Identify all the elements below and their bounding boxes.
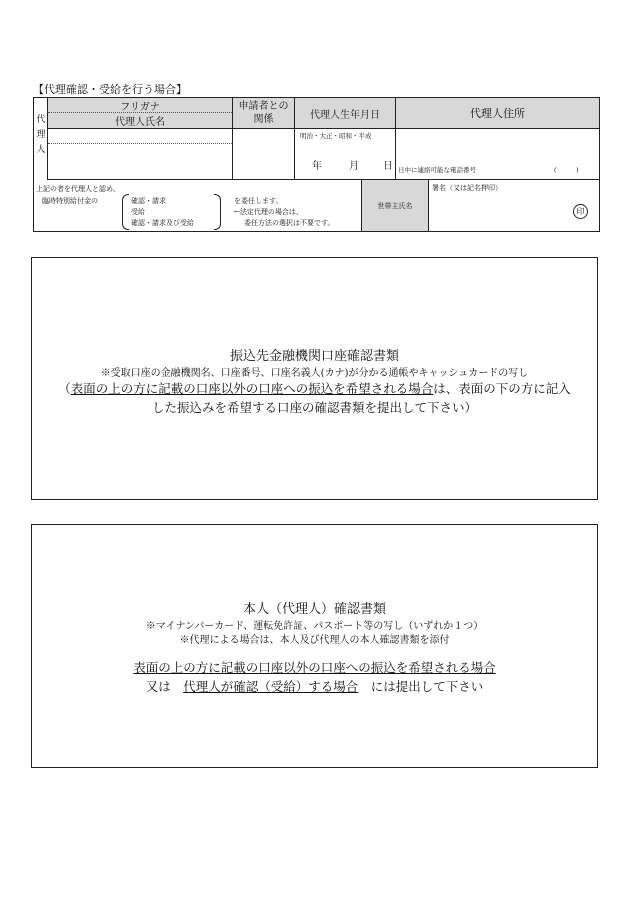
furigana-header <box>48 98 232 113</box>
householder-label: 世帯主氏名 <box>377 201 413 210</box>
bank-docs-line-2 <box>32 379 597 397</box>
bank-docs-title: 振込先金融機関口座確認書類 <box>229 349 399 364</box>
delegate-line-3: 委任方法の選択は不要です。 <box>244 219 335 227</box>
delegate-line-2: ←法定代理の場合は、 <box>234 208 303 216</box>
birth-label: 代理人生年月日 <box>310 109 380 121</box>
options-bracket-left <box>122 194 129 230</box>
identity-docs-title: 本人（代理人）確認書類 <box>242 602 386 617</box>
identity-docs-line-4-underlined: 代理人が確認（受給）する場合 <box>183 679 359 694</box>
relation-label-1: 申請者との <box>238 101 289 112</box>
side-char-2: 理 <box>36 130 46 140</box>
furigana-field[interactable] <box>48 129 232 144</box>
name-label: 代理人氏名 <box>115 117 165 128</box>
delegate-line-1: を委任します。 <box>234 197 283 205</box>
bank-account-docs-box <box>31 257 598 500</box>
identity-docs-line-2: ※代理による場合は、本人及び代理人の本人確認書類を添付 <box>179 635 450 646</box>
consent-line-2: 臨時特別給付金の <box>42 197 98 205</box>
era-options: 明治・大正・昭和・平成 <box>300 132 372 140</box>
proxy-side-label <box>34 113 48 158</box>
option-receive[interactable]: 受給 <box>131 208 145 216</box>
householder-header <box>361 180 428 231</box>
bank-docs-line-1: ※受取口座の金融機関名、口座番号、口座名義人(カナ)が分かる通帳やキャッシュカードの写し <box>100 368 529 379</box>
name-header <box>48 113 232 129</box>
name-field[interactable] <box>48 144 232 180</box>
identity-docs-line-4 <box>32 677 597 695</box>
bank-docs-line-3: した振込みを希望する口座の確認書類を提出して下さい） <box>151 400 477 415</box>
identity-docs-line-4-prefix: 又は <box>145 679 171 694</box>
proxy-side-cell <box>34 98 48 180</box>
furigana-label: フリガナ <box>120 101 160 113</box>
month-label: 月 <box>349 161 359 172</box>
seal-icon: 印 <box>573 204 588 219</box>
identity-docs-line-3-underlined: 表面の上の方に記載の口座以外の口座への振込を希望される場合 <box>133 660 496 675</box>
option-confirm-request-receive[interactable]: 確認・請求及び受給 <box>131 219 194 227</box>
signature-label: 署名（又は記名押印） <box>432 184 502 192</box>
section-title: 【代理確認・受給を行う場合】 <box>33 83 187 96</box>
bank-docs-line-2-rest: は、表面の下の方に記入 <box>433 381 571 396</box>
phone-paren: ( ) <box>554 166 579 174</box>
identity-docs-line-3 <box>32 658 597 676</box>
relation-header <box>232 98 294 129</box>
identity-docs-box <box>31 524 598 768</box>
phone-label: 日中に連絡可能な電話番号 <box>398 166 476 174</box>
options-bracket-right <box>214 194 221 230</box>
year-label: 年 <box>312 161 322 172</box>
relation-field[interactable] <box>232 129 294 180</box>
birth-field[interactable] <box>294 129 395 180</box>
side-char-3: 人 <box>36 145 46 155</box>
consent-section <box>34 180 361 231</box>
identity-docs-line-4-suffix: には提出して下さい <box>370 679 484 694</box>
side-char-1: 代 <box>36 115 46 125</box>
option-confirm-request[interactable]: 確認・請求 <box>131 197 166 205</box>
address-field[interactable] <box>395 129 599 180</box>
address-label: 代理人住所 <box>470 107 525 120</box>
signature-field[interactable] <box>428 180 599 231</box>
bank-docs-line-2-underlined: 表面の上の方に記載の口座以外の口座への振込を希望される場合 <box>70 381 434 396</box>
proxy-form-table <box>33 97 600 232</box>
bank-docs-line-2-open: （ <box>58 381 71 396</box>
day-label: 日 <box>383 161 393 172</box>
relation-label-2: 関係 <box>253 114 274 125</box>
address-header <box>395 98 599 129</box>
identity-docs-line-1: ※マイナンバーカード、運転免許証、パスポート等の写し（いずれか１つ） <box>145 621 484 632</box>
birth-header <box>294 98 395 129</box>
consent-line-1: 上記の者を代理人と認め、 <box>36 185 120 193</box>
